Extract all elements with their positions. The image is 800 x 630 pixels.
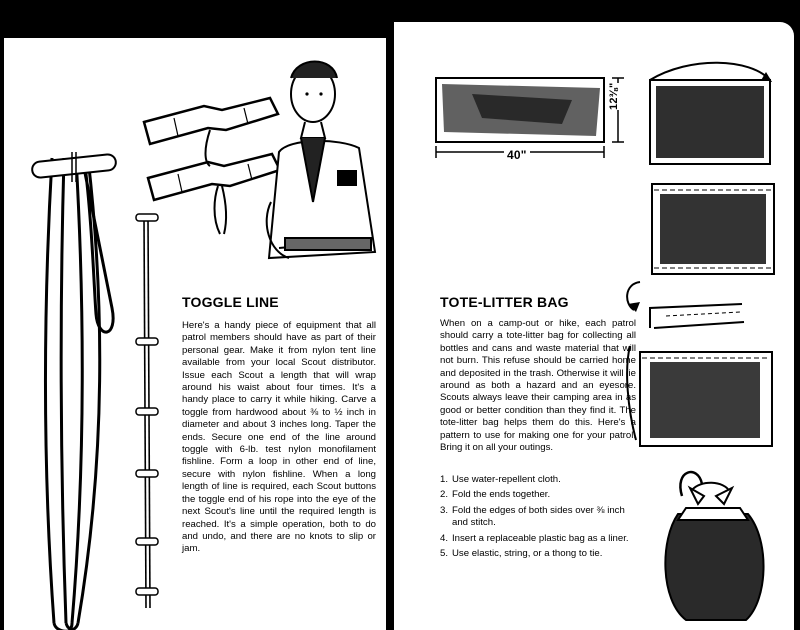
- left-page: [4, 38, 388, 630]
- step-item: 3. Fold the edges of both sides over ⅜ inch and stitch.: [440, 504, 625, 529]
- toggle-line-body: Here's a handy piece of equipment that all patrol members should have as part of their personal gear. Make it from nylon tent line available from your local Scout distributor. Issue each Scout a length that will wrap around his waist about four times. It's a handy place to carry it while hiking. Carve a toggle from hardwood about ⅜ to ½ inch in diameter and about 3 inches long. Taper the ends. Secure one end of the line around toggle with 6-lb. test nylon monofilament fishline. Form a loop in other end of line, secure with nylon fishline. When a long length of line is required, each Scout buttons the toggle end of his rope into the eye of the next Scout's line until the required length is reached. It's a simple operation, both to do and undo, and there are no knots to slip or jam.: [182, 320, 376, 555]
- width-dimension-label: 40": [504, 148, 530, 162]
- right-page: [394, 22, 794, 630]
- toggle-line-loop-illustration: [14, 78, 134, 630]
- scout-figure-illustration: [249, 52, 387, 292]
- step-item: 2. Fold the ends together.: [440, 489, 551, 501]
- toggle-line-title: TOGGLE LINE: [182, 294, 279, 310]
- step-item: 5. Use elastic, string, or a thong to tie.: [440, 548, 603, 560]
- chained-toggle-line-illustration: [124, 208, 174, 628]
- tote-litter-bag-body: When on a camp-out or hike, each patrol should carry a tote-litter bag for collecting all bottles and cans and waste material that will not burn. This refuse should be carried home and deposited in the trash. Otherwise it will lie around as both a hazard and an eyesore. Scouts always leave their camping area in as good or better condition than they find it. The tote-litter bag helps them do this. Here's a pattern to use for making one for your patrol. Bring it on all your outings.: [440, 318, 636, 454]
- tote-litter-steps: [440, 474, 636, 563]
- tote-litter-bag-title: TOTE-LITTER BAG: [440, 294, 569, 310]
- step-item: 1. Use water-repellent cloth.: [440, 474, 561, 485]
- step-item: 4. Insert a replaceable plastic bag as a liner.: [440, 532, 629, 544]
- cloth-pattern-dimensions-illustration: [432, 74, 632, 174]
- height-dimension-label: 12⅜": [608, 82, 620, 110]
- fold-steps-illustration: [620, 60, 790, 630]
